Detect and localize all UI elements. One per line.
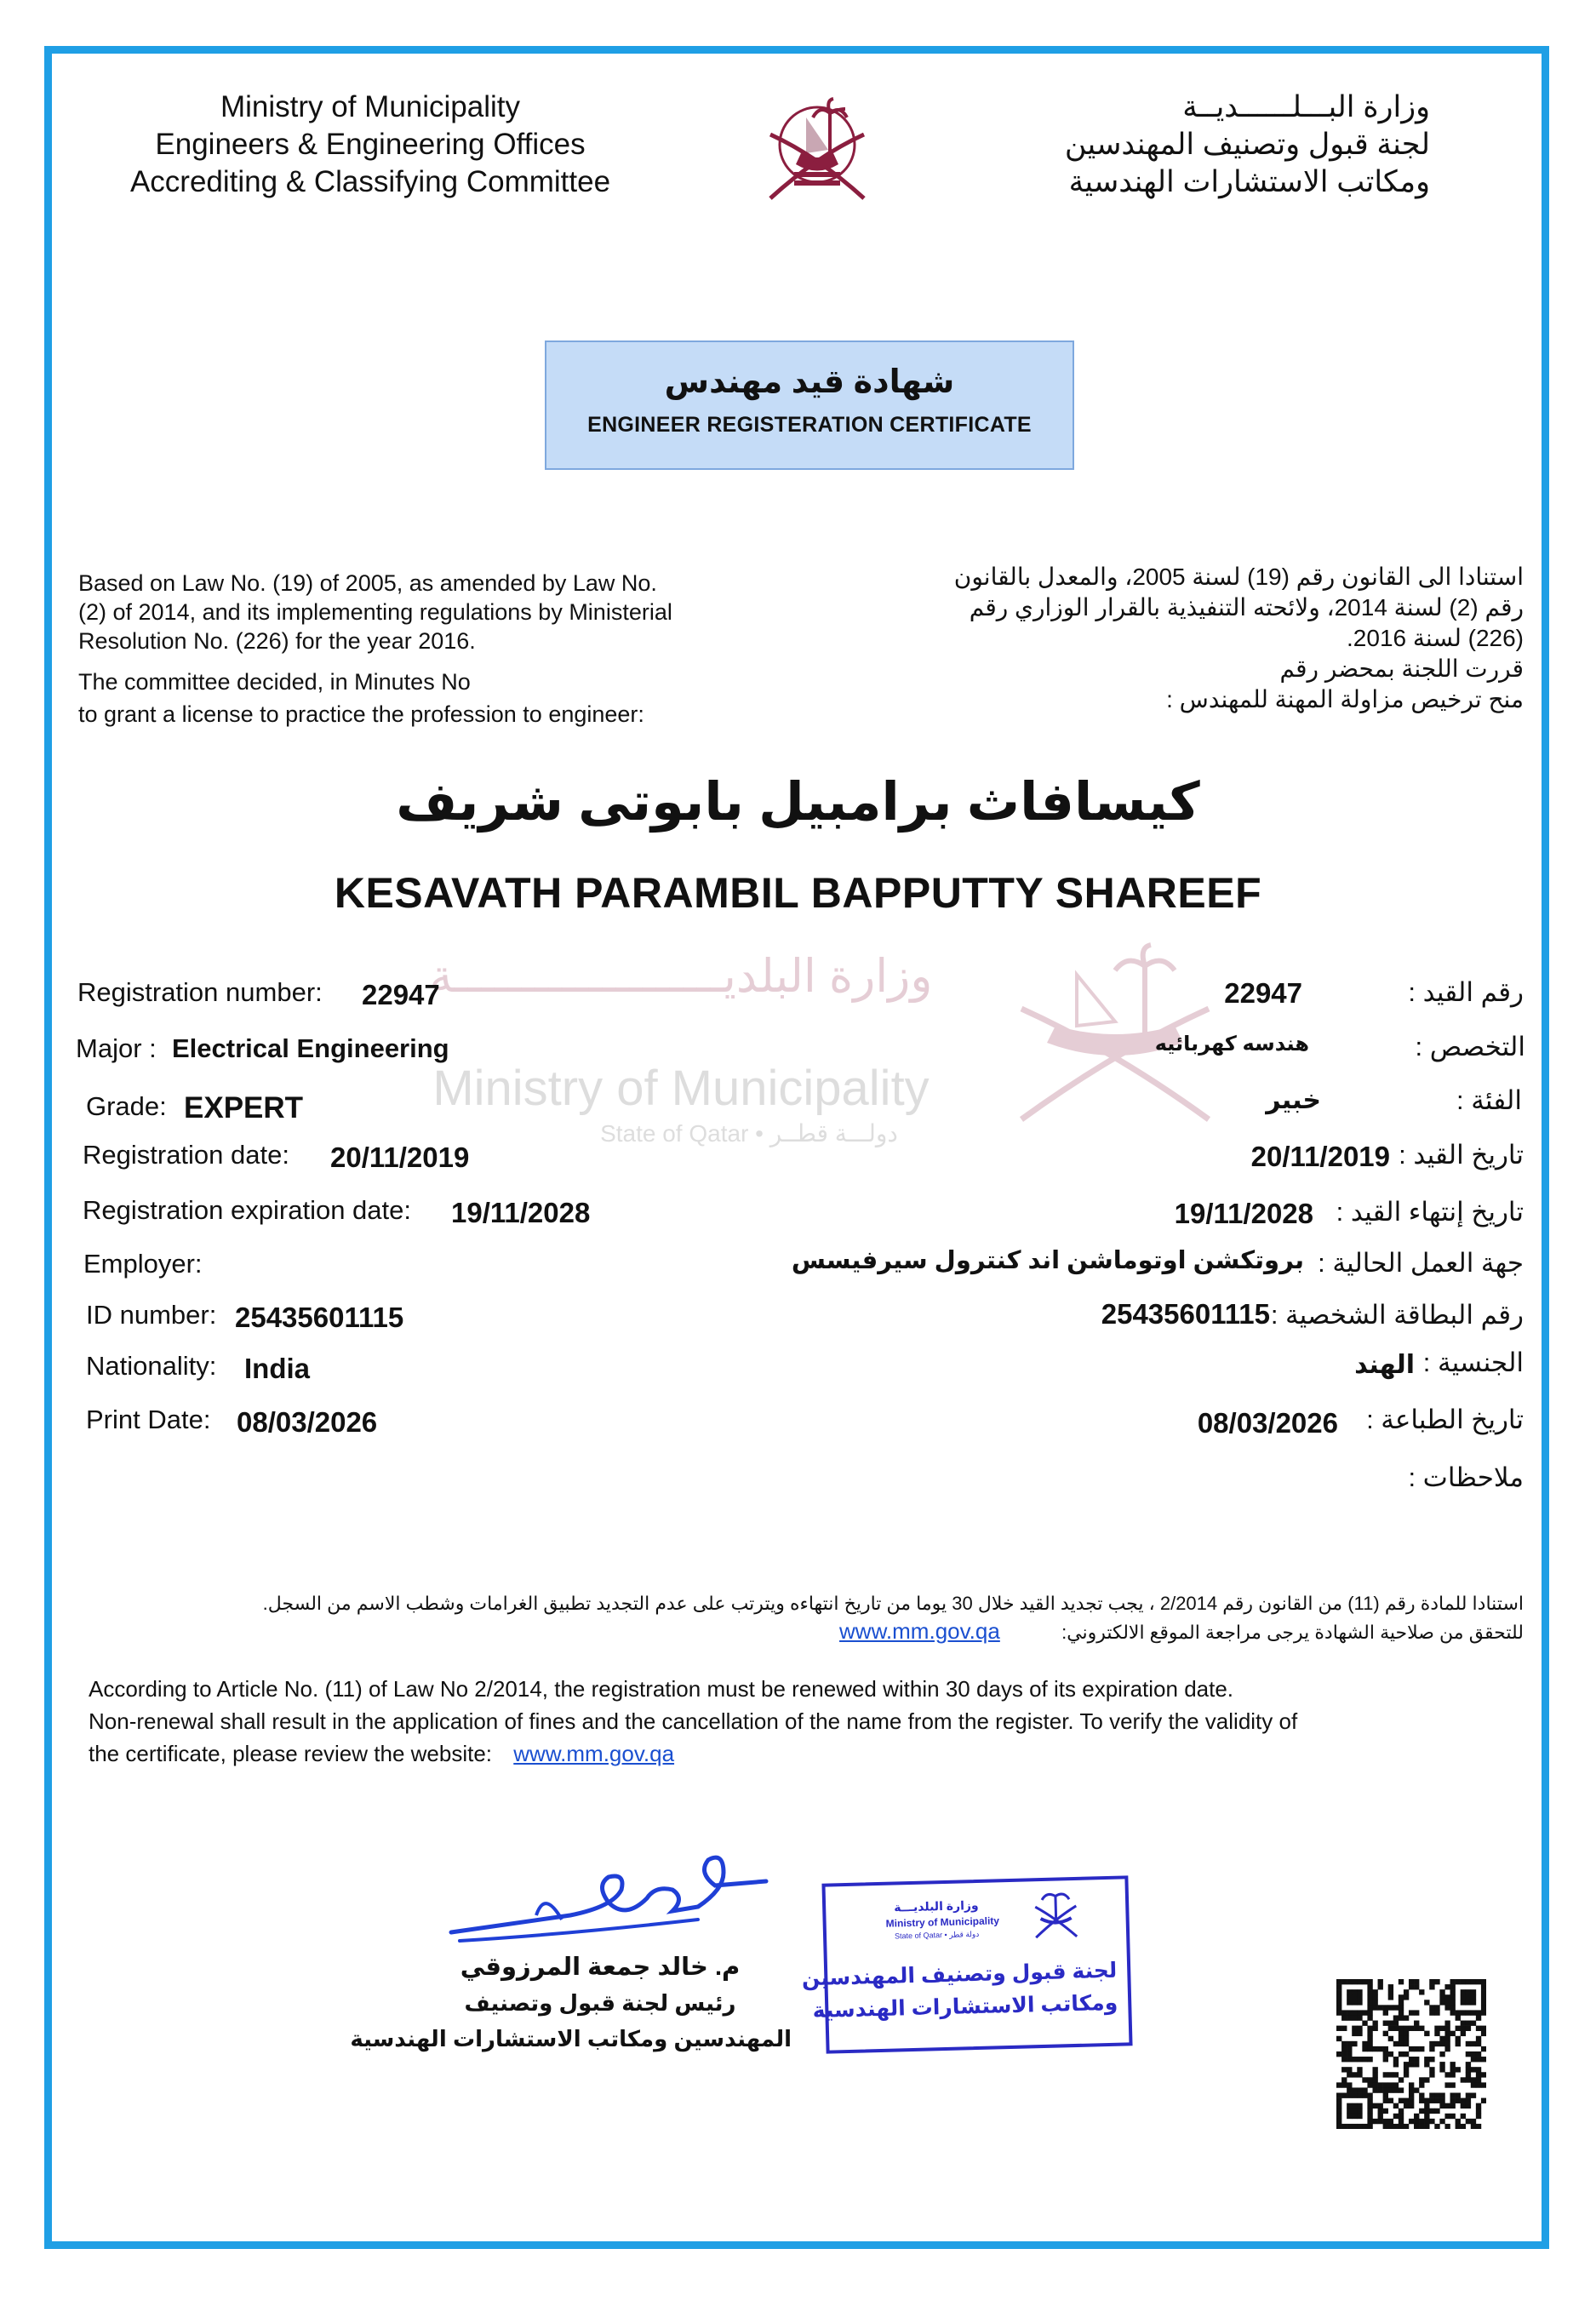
header-english [85,89,655,201]
employer-value-ar: بروتكشن اوتوماشن اند كنترول سيرفيسس [791,1247,1304,1274]
print-date-value: 08/03/2026 [237,1406,378,1438]
renewal-note-arabic [128,1590,1524,1646]
signatory-block [350,1949,792,2057]
header-en-line: Engineers & Engineering Offices [155,128,586,161]
major-value-ar: هندسه كهربائيه [1154,1033,1309,1056]
note-en-line2: Non-renewal shall result in the application of fines and the cancellation of the name from the register. To verify the validity of [89,1708,1298,1734]
stamp-top-ar: وزارة البلديـــة [893,1897,979,1914]
note-en-line1: According to Article No. (11) of Law No 2/2014, the registration must be renewed within 30 days of its expiration date. [89,1676,1234,1702]
grade-label-ar: الفئة : [1456,1085,1522,1115]
registration-number-label: Registration number: [77,977,323,1007]
grade-value-ar: خبير [1266,1086,1321,1114]
website-link-en[interactable]: www.mm.gov.qa [513,1741,675,1766]
expiration-date-value: 19/11/2028 [451,1197,591,1228]
law-paragraph-arabic [919,562,1524,715]
law-paragraph-english [78,569,672,729]
id-number-label: ID number: [86,1300,217,1330]
nationality-label: Nationality: [86,1351,217,1381]
law-ar-line: استنادا الى القانون رقم (19) لسنة 2005، والمعدل بالقانون [953,564,1524,590]
law-ar-line: رقم (2) لسنة 2014، ولائحته التنفيذية بالقرار الوزاري رقم [969,594,1524,621]
signatory-title-2: المهندسين ومكاتب الاستشارات الهندسية [350,2026,792,2051]
header-arabic [1047,89,1430,201]
stamp-line2: ومكاتب الاستشارات الهندسية [812,1990,1118,2023]
print-date-value-ar: 08/03/2026 [1197,1407,1338,1439]
header-en-line: Ministry of Municipality [220,90,521,123]
note-ar-line2-row [128,1617,1524,1646]
employer-label-ar: جهة العمل الحالية : [1318,1248,1524,1278]
engineer-name-arabic: كيسافاث برامبيل بابوتى شريف [396,773,1200,832]
registration-number-label-ar: رقم القيد : [1408,977,1524,1007]
major-label-ar: التخصص : [1415,1032,1525,1061]
header-en-line: Accrediting & Classifying Committee [129,165,611,198]
header-ar-line: لجنة قبول وتصنيف المهندسين [1064,128,1430,161]
signatory-title-1: رئيس لجنة قبول وتصنيف [464,1990,736,2016]
law-en-line: The committee decided, in Minutes No [78,669,471,695]
header-ar-line: ومكاتب الاستشارات الهندسية [1068,165,1430,198]
watermark-arabic: وزارة البلديــــــــــــــــــــة [429,951,933,1002]
stamp-line1: لجنة قبول وتصنيف المهندسين [801,1958,1118,1991]
registration-date-value-ar: 20/11/2019 [1250,1141,1390,1172]
handwritten-signature [443,1839,783,1962]
law-en-line: Based on Law No. (19) of 2005, as amended by Law No. [78,570,657,596]
note-ar-line2: للتحقق من صلاحية الشهادة يرجى مراجعة الموقع الالكتروني: [1061,1622,1524,1643]
watermark-sub: State of Qatar • دولـــة قطــر [600,1120,898,1147]
id-number-value: 25435601115 [235,1302,404,1333]
title-arabic: شهادة قيد مهندس [664,364,955,400]
expiration-date-label: Registration expiration date: [83,1195,412,1225]
qr-code-icon[interactable] [1336,1979,1486,2133]
nationality-value-ar: الهند [1354,1351,1415,1379]
employer-label: Employer: [83,1249,203,1279]
stamp-sub: State of Qatar • دولة قطر [894,1929,980,1941]
watermark-english: Ministry of Municipality [432,1061,930,1116]
law-en-line: (2) of 2014, and its implementing regulations by Ministerial [78,599,672,625]
website-link-ar[interactable]: www.mm.gov.qa [839,1618,1000,1644]
notes-label-ar: ملاحظات : [1408,1462,1524,1492]
header-ar-line: وزارة البـــلــــــديــة [1182,90,1430,123]
law-ar-line: قررت اللجنة بمحضر رقم [1279,655,1524,682]
major-label: Major : [76,1033,157,1063]
registration-date-value: 20/11/2019 [330,1142,470,1173]
note-en-line3: the certificate, please review the website: [89,1741,493,1766]
engineer-name-english: KESAVATH PARAMBIL BAPPUTTY SHAREEF [334,869,1262,917]
nationality-value: India [244,1353,311,1384]
registration-number-value-ar: 22947 [1224,977,1302,1009]
print-date-label-ar: تاريخ الطباعة : [1366,1405,1524,1434]
law-en-line: to grant a license to practice the profession to engineer: [78,701,644,727]
law-en-line: Resolution No. (226) for the year 2016. [78,628,476,654]
major-value: Electrical Engineering [172,1033,449,1063]
registration-date-label: Registration date: [83,1140,289,1170]
stamp-top-en: Ministry of Municipality [885,1914,1000,1930]
id-number-value-ar: 25435601115 [1101,1298,1270,1330]
nationality-label-ar: الجنسية : [1422,1348,1524,1377]
note-en-line3-row [89,1737,1297,1770]
expiration-date-value-ar: 19/11/2028 [1174,1198,1313,1229]
law-ar-line: منح ترخيص مزاولة المهنة للمهندس : [1166,686,1524,712]
renewal-note-english [89,1673,1297,1770]
certificate-title-box [545,340,1074,470]
signatory-name: م. خالد جمعة المرزوقي [460,1954,741,1981]
title-english: ENGINEER REGISTERATION CERTIFICATE [587,413,1032,437]
law-ar-line: (226) لسنة 2016. [1347,625,1524,651]
expiration-date-label-ar: تاريخ إنتهاء القيد : [1336,1197,1524,1227]
stamp-emblem-icon [1030,1889,1083,1942]
grade-label: Grade: [86,1091,167,1121]
qatar-emblem-icon [745,83,890,232]
id-number-label-ar: رقم البطاقة الشخصية : [1270,1300,1524,1330]
official-stamp [801,1875,1132,2053]
note-ar-line1: استنادا للمادة رقم (11) من القانون رقم 2/2014 ، يجب تجديد القيد خلال 30 يوما من تاريخ انتهاءه ويترتب على عدم التجديد تطبيق الغرامات وشطب الاسم من السجل. [262,1593,1524,1614]
registration-date-label-ar: تاريخ القيد : [1399,1140,1524,1170]
registration-number-value: 22947 [362,979,440,1010]
print-date-label: Print Date: [86,1405,211,1434]
grade-value: EXPERT [184,1091,304,1124]
